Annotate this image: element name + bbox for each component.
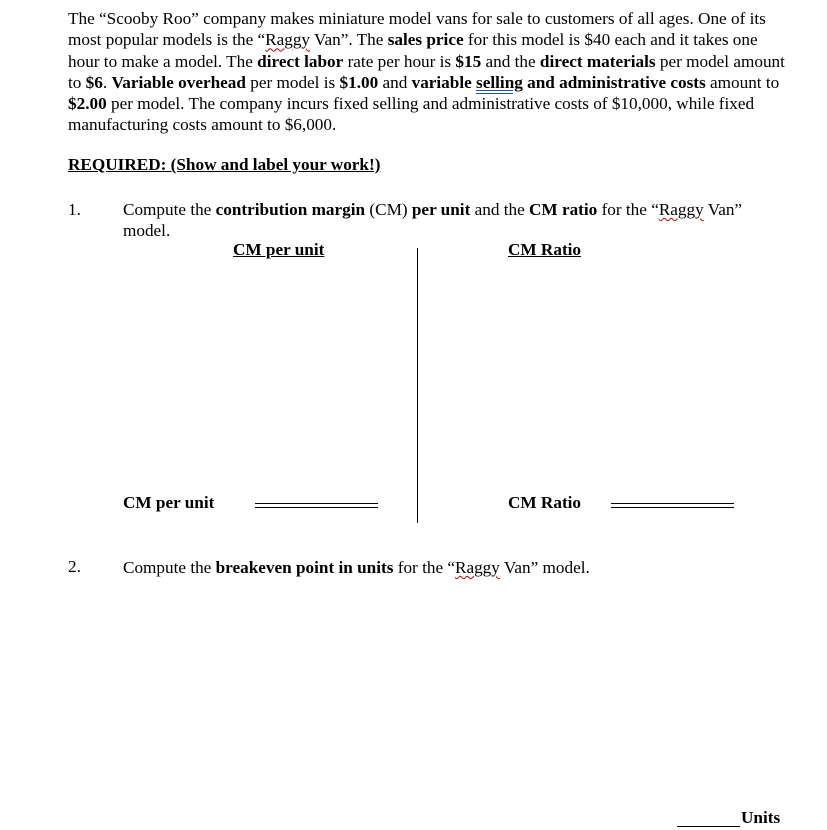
text: Van” model. [499,558,590,577]
cm-per-unit-heading: CM per unit [233,240,325,259]
bold-term: per unit [411,200,471,219]
spellcheck-word: Raggy [658,200,704,219]
text: Compute the [123,200,216,219]
bold-term: direct materials [539,51,656,71]
text: Van” model. [123,200,743,240]
text: . [102,72,112,92]
bold-term: breakeven point in units [215,558,394,577]
bold-term: variable [411,72,472,92]
bold-value: $2.00 [68,94,107,114]
cm-ratio-answer-line[interactable] [611,503,734,508]
text: and the [481,51,540,71]
cm-per-unit-answer-label: CM per unit [123,493,215,512]
required-heading: REQUIRED: (Show and label your work!) [68,155,381,174]
units-label: Units [741,808,781,827]
bold-term: sales price [387,30,464,50]
question-2-number: 2. [68,557,81,576]
text: Van”. The [310,30,388,50]
bold-value: $15 [455,51,482,71]
question-2-text [123,557,763,578]
text: for the “ [597,200,659,219]
text: rate per hour is [343,51,456,71]
text: and [378,72,412,92]
bold-value: $6 [85,72,103,92]
bold-term: and administrative costs [522,72,706,92]
text: Compute the [123,558,216,577]
text: and the [470,200,530,219]
text: for this model is $40 each and it takes one hour to make a model. The [68,30,758,71]
text: per model is [245,72,340,92]
cm-ratio-heading: CM Ratio [508,240,582,259]
bold-term: direct labor [257,51,344,71]
problem-statement [68,8,788,136]
text: per model. The company incurs fixed selling and administrative costs of $10,000, while fixed manufacturing costs amount to $6,000. [68,94,755,135]
text: per model amount to [68,51,785,92]
spellcheck-word: Raggy [265,30,311,50]
text: for the “ [393,558,455,577]
question-1-number: 1. [68,200,81,219]
bold-term: CM ratio [529,200,598,219]
grammar-flag-word: selling [476,72,523,92]
bold-term: Variable overhead [111,72,246,92]
cm-per-unit-answer-line[interactable] [255,503,378,508]
breakeven-answer-line[interactable] [677,826,740,827]
cm-ratio-answer-label: CM Ratio [508,493,582,512]
bold-value: $1.00 [339,72,379,92]
bold-term: contribution margin [215,200,366,219]
text: amount to [705,72,780,92]
text: The “Scooby Roo” company makes miniature model vans for sale to customers of all ages. One of its most popular models is the “ [68,9,766,50]
spellcheck-word: Raggy [455,558,500,577]
question-1-text [123,199,763,241]
text: (CM) [365,200,412,219]
column-divider [417,248,418,523]
